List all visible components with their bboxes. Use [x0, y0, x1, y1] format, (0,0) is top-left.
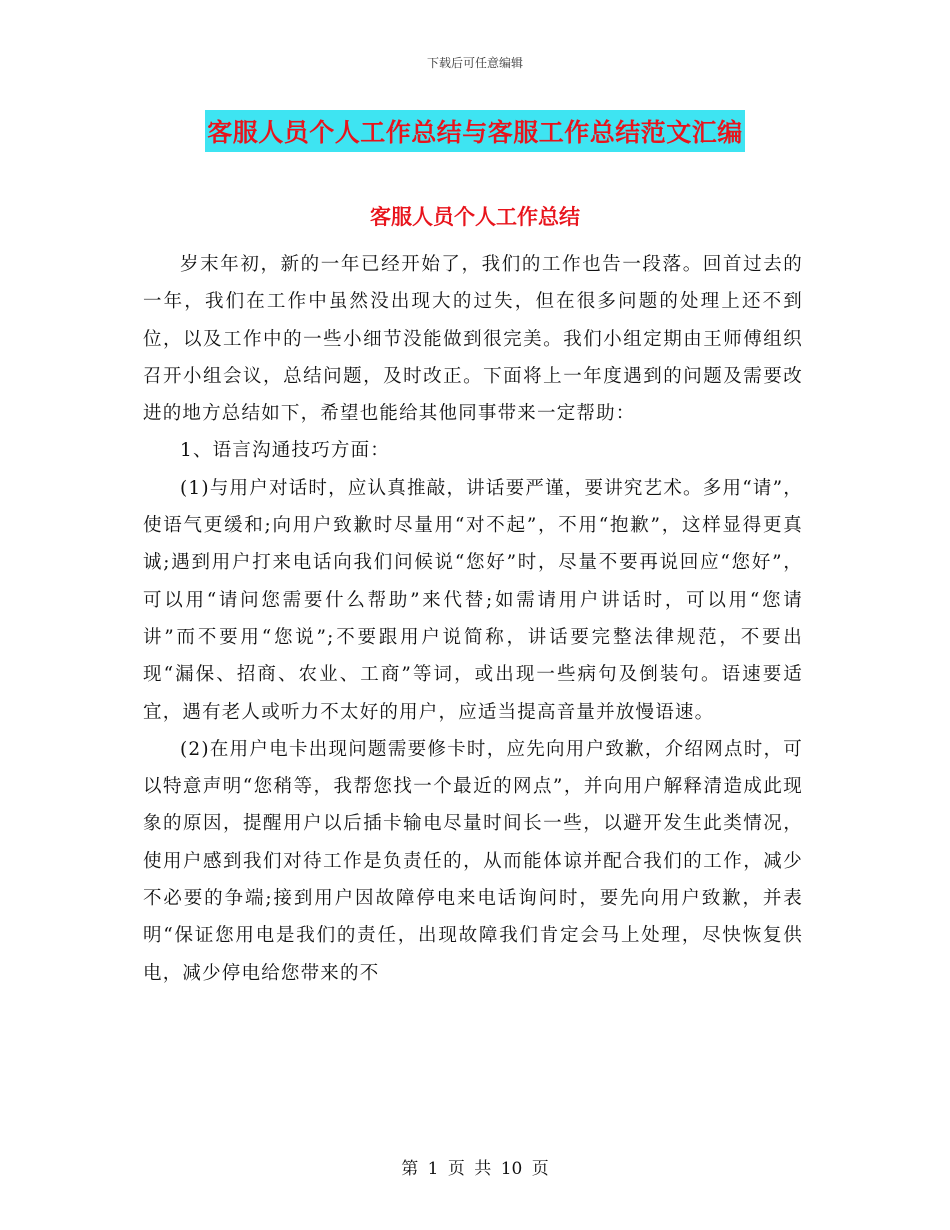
paragraph-item-2: (2)在用户电卡出现问题需要修卡时，应先向用户致歉，介绍网点时，可以特意声明“您稍等，我帮您找一个最近的网点”，并向用户解释清造成此现象的原因，提醒用户以后插卡输电尽量时间长一些，以避开发生此类情况，使用户感到我们对待工作是负责任的，从而能体谅并配合我们的工作，减少不必要的争端;接到用户因故障停电来电话询问时，要先向用户致歉，并表明“保证您用电是我们的责任，出现故障我们肯定会马上处理，尽快恢复供电，减少停电给您带来的不	[143, 738, 803, 984]
document-title: 客服人员个人工作总结与客服工作总结范文汇编	[205, 110, 745, 152]
document-body	[143, 246, 803, 992]
header-note: 下载后可任意编辑	[426, 56, 523, 70]
page-footer: 第 1 页 共 10 页	[401, 1159, 549, 1179]
document-title-container	[0, 110, 950, 152]
paragraph-heading-1: 1、语言沟通技巧方面：	[180, 440, 390, 462]
section-title: 客服人员个人工作总结	[370, 205, 580, 229]
paragraph-intro: 岁末年初，新的一年已经开始了，我们的工作也告一段落。回首过去的一年，我们在工作中虽然没出现大的过失，但在很多问题的处理上还不到位，以及工作中的一些小细节没能做到很完美。我们小组定期由王师傅组织召开小组会议，总结问题，及时改正。下面将上一年度遇到的问题及需要改进的地方总结如下，希望也能给其他同事带来一定帮助：	[143, 254, 803, 425]
paragraph-item-1: (1)与用户对话时，应认真推敲，讲话要严谨，要讲究艺术。多用“请”，使语气更缓和;向用户致歉时尽量用“对不起”，不用“抱歉”，这样显得更真诚;遇到用户打来电话向我们问候说“您好”时，尽量不要再说回应“您好”，可以用“请问您需要什么帮助”来代替;如需请用户讲话时，可以用“您请讲”而不要用“您说”;不要跟用户说简称，讲话要完整法律规范，不要出现“漏保、招商、农业、工商”等词，或出现一些病句及倒装句。语速要适宜，遇有老人或听力不太好的用户，应适当提高音量并放慢语速。	[143, 477, 803, 723]
